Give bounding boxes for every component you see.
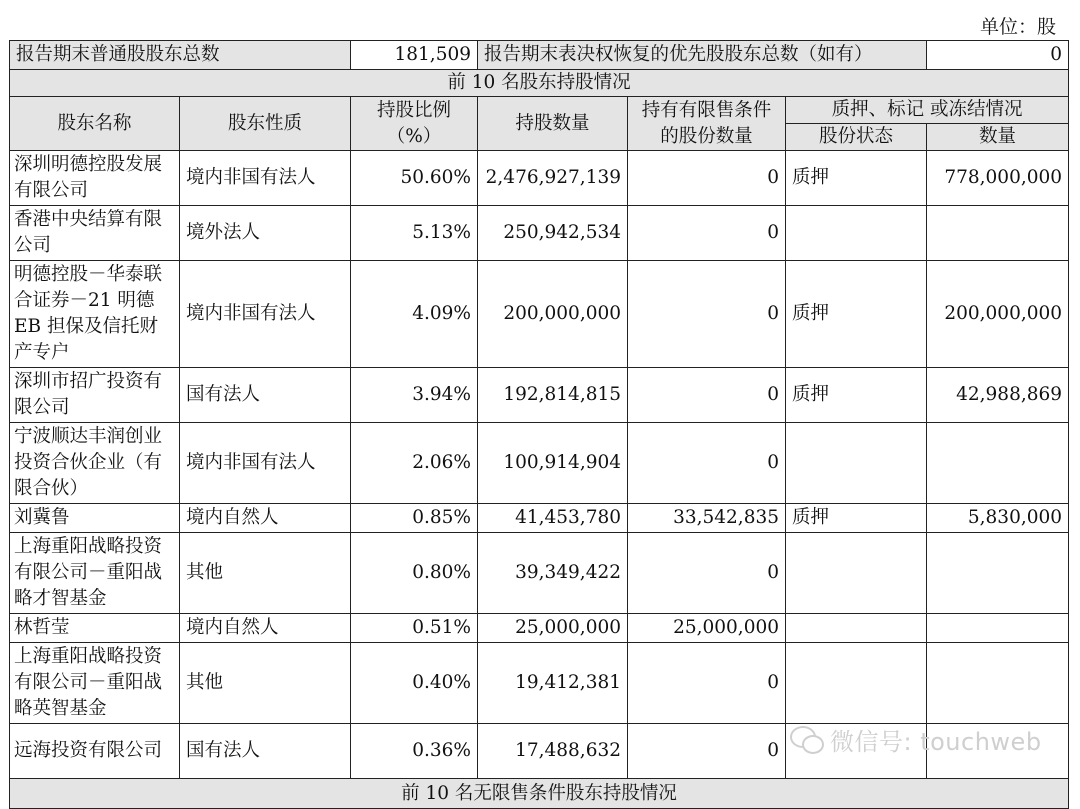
holding-quantity: 2,476,927,139 bbox=[478, 151, 628, 206]
header-row-1 bbox=[10, 97, 1069, 124]
shareholder-name: 香港中央结算有限公司 bbox=[10, 206, 180, 261]
footer-section-title: 前 10 名无限售条件股东持股情况 bbox=[10, 779, 1069, 809]
shareholder-nature: 境内自然人 bbox=[180, 614, 351, 643]
header-quantity: 持股数量 bbox=[478, 97, 628, 151]
holding-quantity: 25,000,000 bbox=[478, 614, 628, 643]
share-status: 质押 bbox=[786, 261, 927, 368]
section-title-row bbox=[10, 70, 1069, 97]
holding-ratio: 0.80% bbox=[351, 533, 478, 614]
restricted-quantity: 0 bbox=[628, 423, 786, 504]
holding-ratio: 3.94% bbox=[351, 368, 478, 423]
common-holders-value: 181,509 bbox=[351, 41, 478, 70]
share-status bbox=[786, 643, 927, 724]
restricted-quantity: 0 bbox=[628, 368, 786, 423]
holding-ratio: 2.06% bbox=[351, 423, 478, 504]
shareholder-name: 上海重阳战略投资有限公司－重阳战略英智基金 bbox=[10, 643, 180, 724]
holding-quantity: 192,814,815 bbox=[478, 368, 628, 423]
table-row bbox=[10, 261, 1069, 368]
share-status: 质押 bbox=[786, 368, 927, 423]
shareholder-name: 深圳市招广投资有限公司 bbox=[10, 368, 180, 423]
preferred-holders-label: 报告期末表决权恢复的优先股股东总数（如有） bbox=[478, 41, 927, 70]
common-holders-label: 报告期末普通股股东总数 bbox=[10, 41, 351, 70]
share-status bbox=[786, 533, 927, 614]
restricted-quantity: 25,000,000 bbox=[628, 614, 786, 643]
pledged-quantity: 200,000,000 bbox=[927, 261, 1069, 368]
restricted-quantity: 0 bbox=[628, 151, 786, 206]
shareholder-nature: 境内非国有法人 bbox=[180, 151, 351, 206]
pledged-quantity bbox=[927, 614, 1069, 643]
header-ratio bbox=[351, 97, 478, 151]
pledged-quantity bbox=[927, 643, 1069, 724]
shareholder-nature: 国有法人 bbox=[180, 368, 351, 423]
holding-ratio: 4.09% bbox=[351, 261, 478, 368]
pledged-quantity bbox=[927, 533, 1069, 614]
restricted-quantity: 33,542,835 bbox=[628, 504, 786, 533]
shareholder-nature: 其他 bbox=[180, 643, 351, 724]
holding-ratio: 0.40% bbox=[351, 643, 478, 724]
holding-quantity: 19,412,381 bbox=[478, 643, 628, 724]
share-status: 质押 bbox=[786, 151, 927, 206]
restricted-quantity: 0 bbox=[628, 533, 786, 614]
holding-ratio: 0.51% bbox=[351, 614, 478, 643]
holding-quantity: 100,914,904 bbox=[478, 423, 628, 504]
watermark bbox=[790, 722, 1042, 757]
header-name: 股东名称 bbox=[10, 97, 180, 151]
table-row bbox=[10, 151, 1069, 206]
header-restricted bbox=[628, 97, 786, 151]
header-ratio-line2: （%） bbox=[386, 125, 442, 147]
wechat-icon bbox=[790, 726, 824, 754]
restricted-quantity: 0 bbox=[628, 206, 786, 261]
header-pledge-group: 质押、标记 或冻结情况 bbox=[786, 97, 1069, 124]
header-restricted-line1: 持有有限售条件 bbox=[641, 99, 772, 121]
summary-row bbox=[10, 41, 1069, 70]
shareholder-name: 远海投资有限公司 bbox=[10, 724, 180, 779]
section-title: 前 10 名股东持股情况 bbox=[10, 70, 1069, 97]
table-row bbox=[10, 504, 1069, 533]
holding-quantity: 17,488,632 bbox=[478, 724, 628, 779]
shareholder-nature: 境内非国有法人 bbox=[180, 423, 351, 504]
shareholder-name: 深圳明德控股发展有限公司 bbox=[10, 151, 180, 206]
shareholder-name: 刘冀鲁 bbox=[10, 504, 180, 533]
preferred-holders-value: 0 bbox=[927, 41, 1069, 70]
header-ratio-line1: 持股比例 bbox=[377, 99, 452, 121]
table-row bbox=[10, 423, 1069, 504]
pledged-quantity: 778,000,000 bbox=[927, 151, 1069, 206]
holding-ratio: 50.60% bbox=[351, 151, 478, 206]
share-status bbox=[786, 614, 927, 643]
shareholder-nature: 境内非国有法人 bbox=[180, 261, 351, 368]
footer-section-row bbox=[10, 779, 1069, 809]
shareholder-table bbox=[9, 40, 1069, 809]
share-status bbox=[786, 206, 927, 261]
table-row bbox=[10, 533, 1069, 614]
holding-ratio: 0.85% bbox=[351, 504, 478, 533]
holding-ratio: 0.36% bbox=[351, 724, 478, 779]
shareholder-name: 宁波顺达丰润创业投资合伙企业（有限合伙） bbox=[10, 423, 180, 504]
restricted-quantity: 0 bbox=[628, 724, 786, 779]
pledged-quantity: 42,988,869 bbox=[927, 368, 1069, 423]
header-pledge-quantity: 数量 bbox=[927, 124, 1069, 151]
pledged-quantity bbox=[927, 423, 1069, 504]
restricted-quantity: 0 bbox=[628, 261, 786, 368]
holding-ratio: 5.13% bbox=[351, 206, 478, 261]
shareholder-nature: 国有法人 bbox=[180, 724, 351, 779]
shareholder-name: 明德控股－华泰联合证券－21 明德 EB 担保及信托财产专户 bbox=[10, 261, 180, 368]
table-row bbox=[10, 368, 1069, 423]
unit-label: 单位：股 bbox=[979, 16, 1056, 38]
table-row bbox=[10, 206, 1069, 261]
pledged-quantity: 5,830,000 bbox=[927, 504, 1069, 533]
header-nature: 股东性质 bbox=[180, 97, 351, 151]
holding-quantity: 250,942,534 bbox=[478, 206, 628, 261]
share-status: 质押 bbox=[786, 504, 927, 533]
table-row bbox=[10, 643, 1069, 724]
shareholder-name: 林哲莹 bbox=[10, 614, 180, 643]
holding-quantity: 39,349,422 bbox=[478, 533, 628, 614]
watermark-text: 微信号: touchweb bbox=[830, 728, 1042, 756]
shareholder-nature: 其他 bbox=[180, 533, 351, 614]
holding-quantity: 200,000,000 bbox=[478, 261, 628, 368]
share-status bbox=[786, 423, 927, 504]
header-share-status: 股份状态 bbox=[786, 124, 927, 151]
shareholder-name: 上海重阳战略投资有限公司－重阳战略才智基金 bbox=[10, 533, 180, 614]
shareholder-nature: 境外法人 bbox=[180, 206, 351, 261]
holding-quantity: 41,453,780 bbox=[478, 504, 628, 533]
table-row bbox=[10, 614, 1069, 643]
header-restricted-line2: 的股份数量 bbox=[660, 125, 753, 147]
shareholder-nature: 境内自然人 bbox=[180, 504, 351, 533]
pledged-quantity bbox=[927, 206, 1069, 261]
restricted-quantity: 0 bbox=[628, 643, 786, 724]
